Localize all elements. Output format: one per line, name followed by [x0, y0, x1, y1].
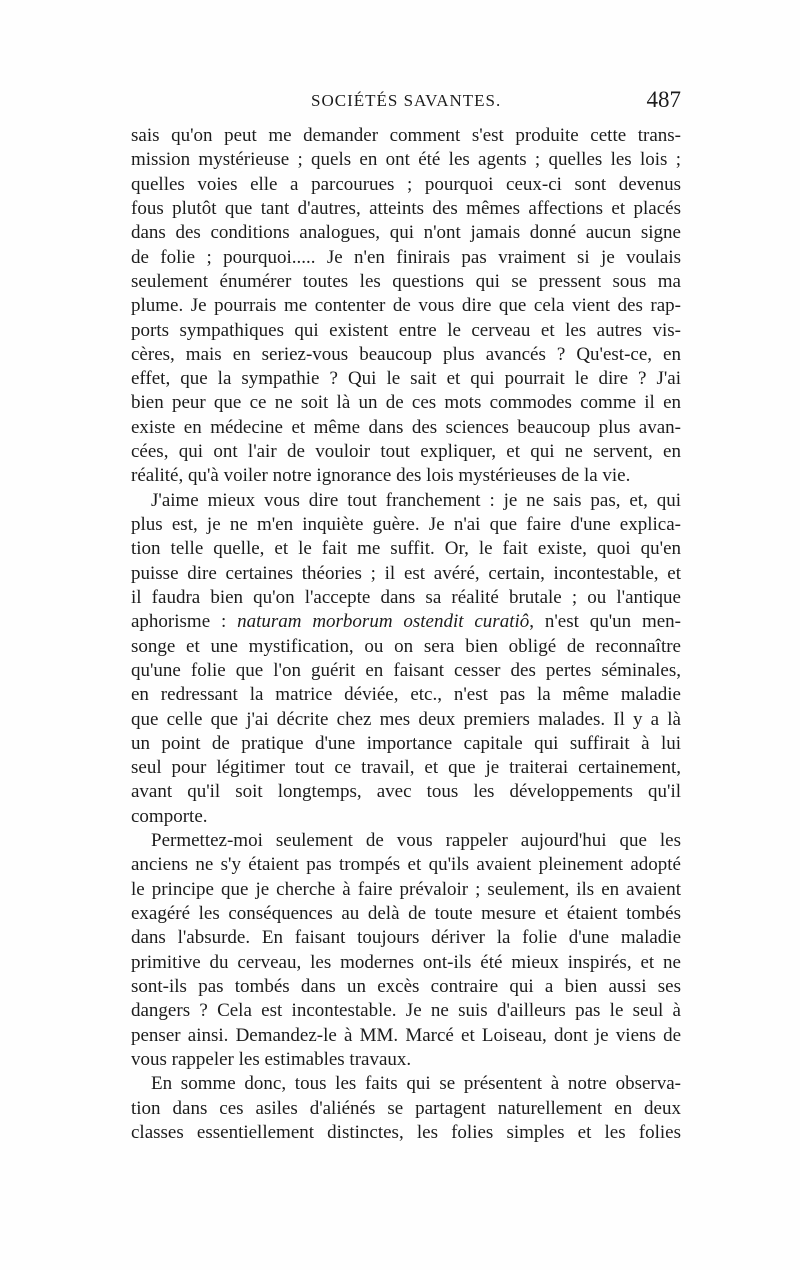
paragraph-start-line: J'aime mieux vous dire tout franchement : je ne sais pas, et, qui: [151, 489, 681, 511]
text-line: primitive du cerveau, les modernes ont-ils été mieux inspirés, et ne: [131, 951, 681, 973]
text-line: penser ainsi. Demandez-le à MM. Marcé et Loiseau, dont je viens de: [131, 1024, 681, 1046]
text-line: un point de pratique d'une importance capitale qui suffirait à lui: [131, 732, 681, 754]
text-line: quelles voies elle a parcourues ; pourquoi ceux-ci sont devenus: [131, 173, 681, 195]
text-line: fous plutôt que tant d'autres, atteints des mêmes affections et placés: [131, 197, 681, 219]
running-head: SOCIÉTÉS SAVANTES.: [311, 91, 502, 110]
paragraph-end-line: comporte.: [131, 805, 208, 827]
text-line: avant qu'il soit longtemps, avec tous les développements qu'il: [131, 781, 681, 803]
text-line: ports sympathiques qui existent entre le cerveau et les autres vis-: [131, 319, 681, 341]
paragraph-start-line: En somme donc, tous les faits qui se présentent à notre observa-: [151, 1073, 681, 1095]
text-line: tion telle quelle, et le fait me suffit. Or, le fait existe, quoi qu'en: [131, 538, 681, 560]
paragraph-end-line: vous rappeler les estimables travaux.: [131, 1048, 412, 1070]
text-line: que celle que j'ai décrite chez mes deux premiers malades. Il y a là: [131, 708, 681, 730]
text-line: existe en médecine et même dans des sciences beaucoup plus avan-: [131, 416, 681, 438]
page-number: 487: [646, 87, 681, 112]
paragraph-start-line: Permettez-moi seulement de vous rappeler aujourd'hui que les: [151, 830, 681, 852]
text-line: classes essentiellement distinctes, les folies simples et les folies: [131, 1121, 681, 1143]
text-line: cées, qui ont l'air de vouloir tout expliquer, et qui ne servent, en: [131, 441, 681, 463]
text-line: effet, que la sympathie ? Qui le sait et qui pourrait le dire ? J'ai: [131, 368, 681, 390]
text-line: dans l'absurde. En faisant toujours dériver la folie d'une maladie: [131, 927, 681, 949]
line-text-after: , n'est qu'un men-: [529, 611, 681, 633]
text-line: de folie ; pourquoi..... Je n'en finirais pas vraiment si je voulais: [131, 246, 681, 268]
text-line: dangers ? Cela est incontestable. Je ne suis d'ailleurs pas le seul à: [131, 1000, 681, 1022]
text-line: exagéré les conséquences au delà de toute mesure et étaient tombés: [131, 903, 681, 924]
text-line: qu'une folie que l'on guérit en faisant cesser des pertes séminales,: [131, 659, 681, 681]
text-line: mission mystérieuse ; quels en ont été les agents ; quelles les lois ;: [131, 149, 681, 171]
latin-aphorism: naturam morborum ostendit curatiô: [237, 611, 530, 633]
text-line: sais qu'on peut me demander comment s'est produite cette trans-: [131, 125, 681, 146]
text-line: sont-ils pas tombés dans un excès contraire qui a bien aussi ses: [131, 975, 681, 997]
text-line: cères, mais en seriez-vous beaucoup plus avancés ? Qu'est-ce, en: [131, 343, 681, 365]
text-line: plus est, je ne m'en inquiète guère. Je n'ai que faire d'une explica-: [131, 514, 681, 535]
text-line: seul pour légitimer tout ce travail, et que je traiterai certainement,: [131, 757, 681, 779]
text-line: seulement énumérer toutes les questions qui se pressent sous ma: [131, 270, 681, 292]
text-line: tion dans ces asiles d'aliénés se partagent naturellement en deux: [131, 1097, 681, 1119]
paragraph-end-line: réalité, qu'à voiler notre ignorance des lois mystérieuses de la vie.: [131, 465, 631, 487]
text-line: dans des conditions analogues, qui n'ont jamais donné aucun signe: [131, 222, 681, 244]
body-text: [131, 124, 681, 1145]
page-header: [131, 87, 681, 121]
text-line: en redressant la matrice déviée, etc., n'est pas la même maladie: [131, 684, 681, 706]
text-line: bien peur que ce ne soit là un de ces mots commodes comme il en: [131, 392, 681, 414]
text-line: anciens ne s'y étaient pas trompés et qu'ils avaient pleinement adopté: [131, 854, 681, 876]
line-text-before: aphorisme :: [131, 611, 238, 633]
text-line: il faudra bien qu'on l'accepte dans sa réalité brutale ; ou l'antique: [131, 586, 681, 608]
text-line: puisse dire certaines théories ; il est avéré, certain, incontestable, et: [131, 562, 681, 584]
text-line: songe et une mystification, ou on sera bien obligé de reconnaître: [131, 635, 681, 657]
text-line-with-quotation: [131, 610, 681, 634]
text-line: le principe que je cherche à faire prévaloir ; seulement, ils en avaient: [131, 878, 681, 900]
text-line: plume. Je pourrais me contenter de vous dire que cela vient des rap-: [131, 295, 681, 317]
